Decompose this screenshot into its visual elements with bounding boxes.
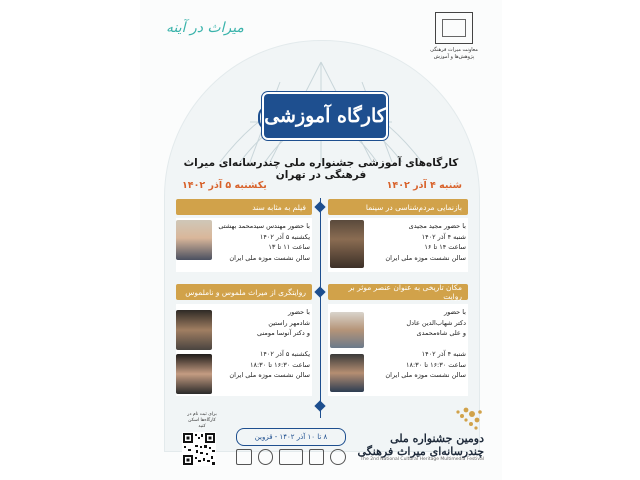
ministry-logo bbox=[424, 12, 484, 61]
workshop-title: فیلم به مثابه سند bbox=[252, 202, 306, 212]
speaker-photo bbox=[330, 220, 364, 268]
detail-line: ساعت ۱۶:۳۰ تا ۱۸:۳۰ bbox=[406, 360, 466, 369]
detail-line: سالن نشست موزه ملی ایران bbox=[229, 253, 310, 262]
workshop-header bbox=[176, 199, 312, 215]
detail-line: شنبه ۴ آذر ۱۴۰۲ bbox=[421, 232, 466, 241]
speaker-photo bbox=[176, 310, 212, 350]
detail-line: ساعت ۱۴ تا ۱۶ bbox=[424, 243, 466, 251]
sponsor-logo-icon bbox=[258, 449, 274, 465]
headline: کارگاه‌های آموزشی جشنواره ملی چندرسانه‌ای میراث فرهنگی در تهران bbox=[183, 157, 459, 181]
speaker-photo bbox=[176, 354, 212, 394]
detail-line: یکشنبه ۵ آذر ۱۴۰۲ bbox=[259, 232, 310, 241]
banner-title: کارگاه آموزشی bbox=[264, 105, 386, 127]
detail-line: و دکتر آنوسا مومنی bbox=[257, 329, 310, 337]
workshop-title: مکان تاریخی به عنوان عنصر موثر بر روایت bbox=[348, 283, 462, 301]
detail-line bbox=[214, 339, 310, 350]
workshop-details bbox=[368, 221, 466, 263]
workshop-title: روایتگری از میراث ملموس و ناملموس bbox=[185, 287, 306, 297]
festival-dates: ۸ تا ۱۰ آذر ۱۴۰۲ - قزوین bbox=[236, 428, 346, 446]
timeline-divider bbox=[320, 198, 321, 418]
detail-line: دکتر شهاب‌الدین عادل bbox=[406, 318, 466, 327]
festival-title: دومین جشنواره ملی چندرسانه‌ای میراث فرهنگی bbox=[357, 432, 484, 458]
workshop-card bbox=[328, 218, 468, 272]
poster bbox=[140, 0, 502, 480]
ministry-caption: معاونت میراث فرهنگی پژوهش‌ها و آموزش bbox=[430, 47, 478, 60]
speaker-photo bbox=[176, 220, 212, 260]
sponsor-logo-icon bbox=[236, 449, 252, 465]
detail-line: شادمهر راستین bbox=[268, 318, 310, 327]
detail-line: با حضور مجید مجیدی bbox=[408, 222, 466, 230]
workshop-details bbox=[214, 221, 310, 263]
festival-english-title: The 2nd National Cultural Heritage Multimedia Festival bbox=[360, 457, 484, 462]
detail-line: سالن نشست موزه ملی ایران bbox=[385, 253, 466, 262]
detail-line: سالن نشست موزه ملی ایران bbox=[385, 371, 466, 379]
workshop-header bbox=[176, 284, 312, 300]
day-sunday: یکشنبه ۵ آذر ۱۴۰۲ bbox=[182, 180, 267, 191]
detail-line: ساعت ۱۱ تا ۱۳ bbox=[268, 243, 310, 251]
detail-line: یکشنبه ۵ آذر ۱۴۰۲ bbox=[259, 350, 310, 358]
sponsor-logo-icon bbox=[330, 449, 346, 465]
detail-line: ساعت ۱۶:۳۰ تا ۱۸:۳۰ bbox=[250, 360, 310, 369]
workshop-header bbox=[328, 199, 468, 215]
workshop-card bbox=[176, 218, 312, 272]
sponsor-logo-icon bbox=[279, 449, 302, 465]
workshop-banner bbox=[264, 94, 386, 138]
qr-code-icon[interactable] bbox=[182, 432, 216, 466]
workshop-header bbox=[328, 284, 468, 300]
day-saturday: شنبه ۴ آذر ۱۴۰۲ bbox=[386, 180, 462, 191]
workshop-details bbox=[214, 307, 310, 381]
sponsor-logo-icon bbox=[309, 449, 325, 465]
workshop-card bbox=[328, 304, 468, 396]
detail-line: سالن نشست موزه ملی ایران bbox=[229, 371, 310, 379]
detail-line: با حضور مهندس سید‌محمد بهشتی bbox=[218, 222, 310, 230]
sponsor-logos bbox=[236, 448, 346, 466]
calligraphy-logo: میراث در آینه bbox=[166, 20, 244, 36]
workshop-title: بازنمایی مردم‌شناسی در سینما bbox=[365, 202, 462, 212]
register-note: برای ثبت نام در کارگاه‌ها اسکن کنید bbox=[187, 412, 217, 429]
ministry-emblem-icon bbox=[435, 12, 473, 44]
detail-line bbox=[368, 339, 466, 350]
detail-line: با حضور bbox=[443, 308, 466, 316]
speaker-photo bbox=[330, 354, 364, 392]
detail-line: و علی شاه‌محمدی bbox=[416, 329, 466, 337]
detail-line: با حضور bbox=[287, 308, 310, 316]
workshop-details bbox=[368, 307, 466, 381]
speaker-photo bbox=[330, 312, 364, 348]
workshop-card bbox=[176, 304, 312, 396]
detail-line: شنبه ۴ آذر ۱۴۰۲ bbox=[421, 350, 466, 358]
